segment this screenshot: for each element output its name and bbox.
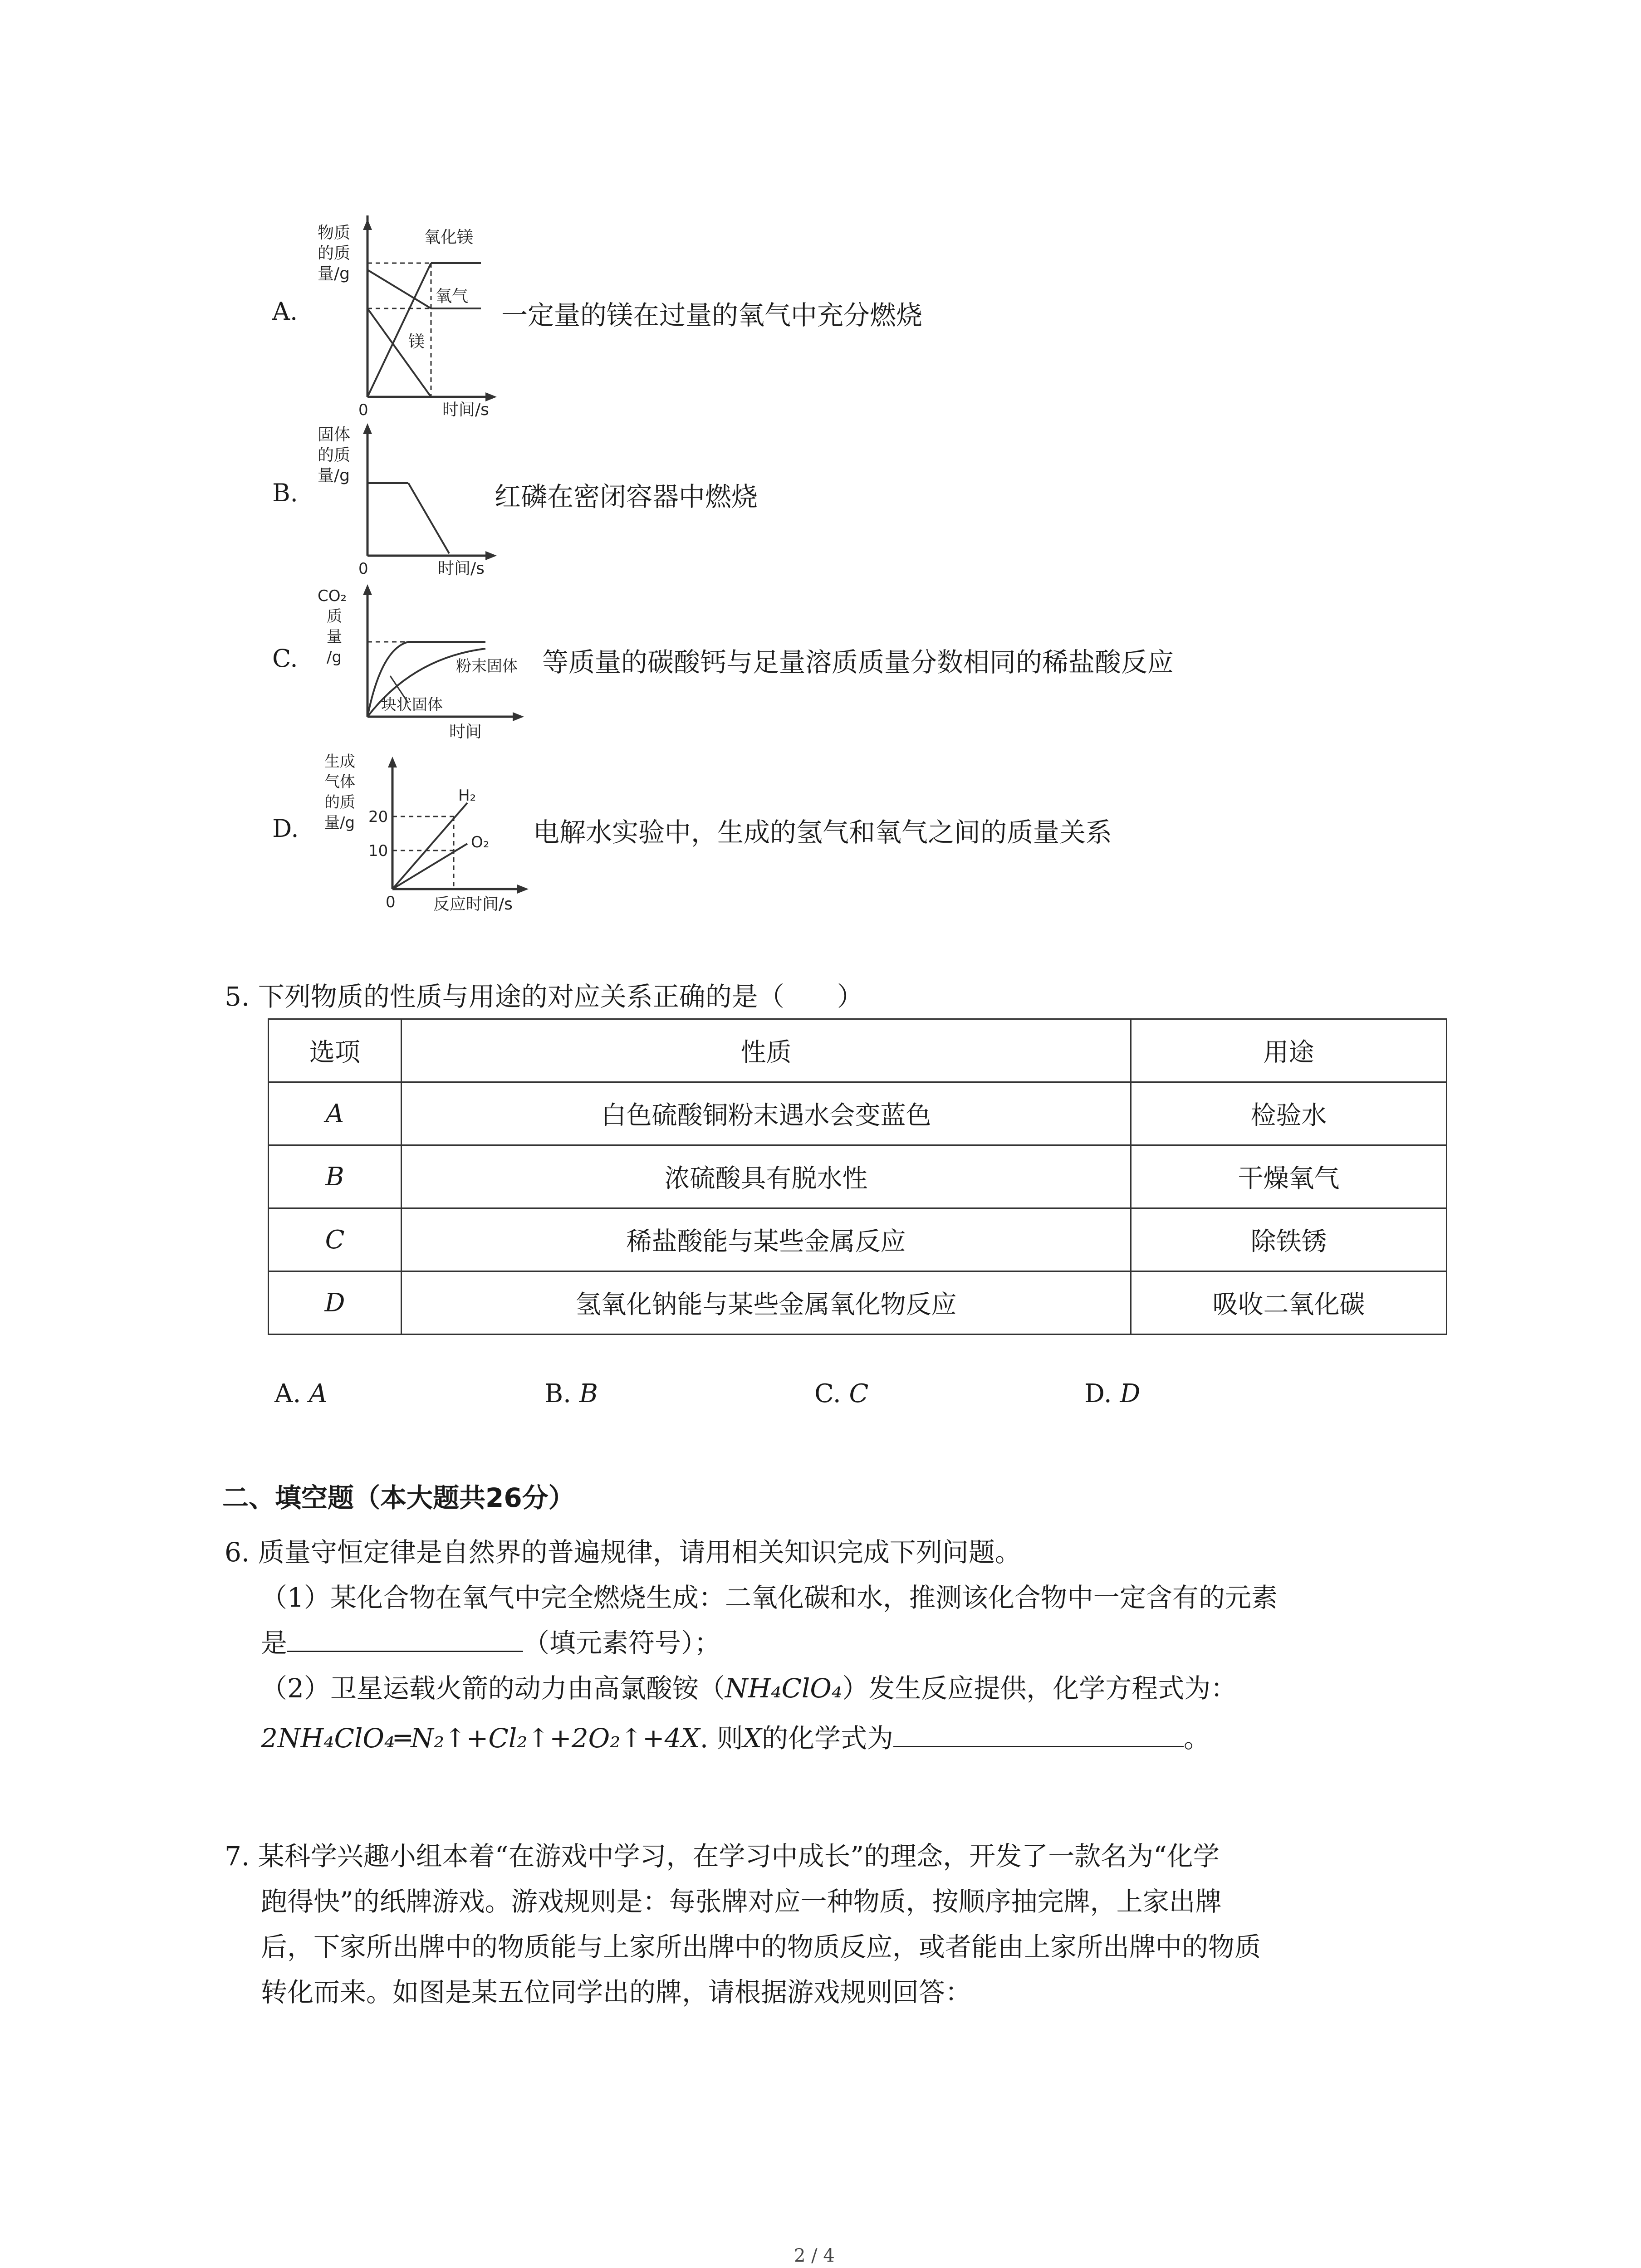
eq-end: 。	[1183, 1723, 1210, 1754]
curve-label-o2: O₂	[471, 833, 490, 851]
x-label: 反应时间/s	[433, 895, 513, 914]
page-number: 2 / 4	[794, 2245, 835, 2266]
tick-20: 20	[368, 808, 388, 826]
curve-mg	[367, 308, 431, 397]
table-row	[269, 1271, 1447, 1334]
answer-value: A	[309, 1379, 328, 1408]
answer-label: C.	[814, 1379, 841, 1408]
option-b-letter: B.	[272, 479, 298, 507]
row-option: B	[269, 1145, 402, 1208]
q6-part2-text-b: ）发生反应提供，化学方程式为：	[842, 1673, 1237, 1704]
q6-stem: 6. 质量守恒定律是自然界的普遍规律，请用相关知识完成下列问题。	[225, 1537, 1021, 1568]
answer-label: A.	[274, 1379, 301, 1408]
chemical-equation: 2NH₄ClO₄═N₂↑+Cl₂↑+2O₂↑+4X	[261, 1723, 700, 1754]
q6-part1-line1: （1）某化合物在氧气中完全燃烧生成：二氧化碳和水，推测该化合物中一定含有的元素	[261, 1582, 1278, 1613]
curve-label-mgo: 氧化镁	[424, 228, 474, 247]
eq-tail-b: 的化学式为	[761, 1723, 893, 1754]
table-row	[269, 1208, 1447, 1271]
y-label-3: 量/g	[318, 466, 350, 485]
row-property: 稀盐酸能与某些金属反应	[402, 1208, 1131, 1271]
curve-label-h2: H₂	[458, 787, 476, 805]
curve-label-o2: 氧气	[436, 287, 469, 306]
y-label-1: CO₂	[318, 587, 347, 605]
tick-10: 10	[368, 842, 388, 860]
row-property: 浓硫酸具有脱水性	[402, 1145, 1131, 1208]
header-use: 用途	[1131, 1019, 1447, 1082]
x-label: 时间/s	[442, 401, 489, 419]
option-c-letter: C.	[272, 644, 298, 673]
section-title: 二、填空题（本大题共26分）	[222, 1482, 575, 1513]
eq-tail-a: . 则	[700, 1723, 743, 1754]
q6-part1-suffix: （填元素符号）；	[523, 1628, 721, 1658]
q6-equation-line	[261, 1717, 1210, 1755]
origin-label: 0	[386, 893, 396, 911]
q7-line-1: 7. 某科学兴趣小组本着“在游戏中学习，在学习中成长”的理念，开发了一款名为“化学	[225, 1841, 1220, 1872]
answer-choice-b[interactable]	[544, 1379, 598, 1408]
option-a-text: 一定量的镁在过量的氧气中充分燃烧	[501, 300, 923, 331]
q7-line-2: 跑得快”的纸牌游戏。游戏规则是：每张牌对应一种物质，按顺序抽完牌，上家出牌	[261, 1886, 1222, 1917]
q6-part2-line1	[261, 1667, 1237, 1705]
answer-blank-1[interactable]	[287, 1646, 523, 1652]
answer-value: B	[579, 1379, 598, 1408]
x-label: 时间	[449, 723, 482, 741]
y-label-4: /g	[327, 648, 342, 666]
answer-blank-2[interactable]	[893, 1741, 1184, 1747]
row-option: D	[269, 1271, 402, 1334]
answer-choice-a[interactable]	[274, 1379, 328, 1408]
table-row	[269, 1145, 1447, 1208]
q7-line-3: 后，下家所出牌中的物质能与上家所出牌中的物质反应，或者能由上家所出牌中的物质	[261, 1931, 1261, 1962]
q6-part1-line2	[261, 1622, 720, 1660]
q6-formula: NH₄ClO₄	[725, 1673, 843, 1704]
y-label-2: 的质	[318, 446, 351, 464]
row-use: 除铁锈	[1131, 1208, 1447, 1271]
y-label-3: 量/g	[318, 264, 350, 283]
eq-tail-x: X	[743, 1723, 762, 1754]
row-property: 白色硫酸铜粉末遇水会变蓝色	[402, 1082, 1131, 1145]
y-label-2: 质	[327, 607, 342, 626]
header-property: 性质	[402, 1019, 1131, 1082]
x-label: 时间/s	[438, 559, 485, 578]
graph-d	[318, 748, 544, 921]
y-label-3: 的质	[324, 793, 355, 811]
origin-label: 0	[358, 560, 368, 578]
row-use: 吸收二氧化碳	[1131, 1271, 1447, 1334]
curve-o2	[367, 270, 431, 308]
origin-label: 0	[358, 401, 368, 419]
option-d-text: 电解水实验中，生成的氢气和氧气之间的质量关系	[533, 817, 1112, 848]
y-label-1: 物质	[318, 224, 351, 242]
row-use: 干燥氧气	[1131, 1145, 1447, 1208]
curve-label-powder: 粉末固体	[456, 657, 518, 675]
graph-b	[318, 420, 508, 583]
y-label-3: 量	[327, 628, 342, 646]
q6-part2-text-a: （2）卫星运载火箭的动力由高氯酸铵（	[261, 1673, 725, 1704]
curve-label-block: 块状固体	[381, 696, 443, 714]
option-d-letter: D.	[272, 814, 299, 843]
q5-table	[268, 1018, 1447, 1335]
answer-value: C	[849, 1379, 869, 1408]
answer-choice-c[interactable]	[814, 1379, 868, 1408]
y-label-2: 气体	[324, 773, 355, 791]
y-label-2: 的质	[318, 244, 351, 263]
curve-mgo	[367, 263, 431, 397]
y-label-1: 固体	[318, 425, 351, 444]
option-c-text: 等质量的碳酸钙与足量溶质质量分数相同的稀盐酸反应	[542, 647, 1174, 678]
table-row	[269, 1082, 1447, 1145]
row-option: C	[269, 1208, 402, 1271]
table-header-row	[269, 1019, 1447, 1082]
answer-value: D	[1120, 1379, 1141, 1408]
q6-part1-prefix: 是	[261, 1628, 288, 1658]
graph-c	[318, 581, 535, 753]
curve-label-mg: 镁	[408, 332, 425, 351]
y-label-4: 量/g	[324, 814, 355, 832]
option-b-text: 红磷在密闭容器中燃烧	[495, 481, 758, 512]
option-a-letter: A.	[272, 297, 298, 326]
row-use: 检验水	[1131, 1082, 1447, 1145]
q7-line-4: 转化而来。如图是某五位同学出的牌，请根据游戏规则回答：	[261, 1977, 972, 2008]
answer-label: D.	[1084, 1379, 1112, 1408]
row-property: 氢氧化钠能与某些金属氧化物反应	[402, 1271, 1131, 1334]
answer-label: B.	[544, 1379, 571, 1408]
y-label-1: 生成	[324, 753, 355, 771]
answer-choice-d[interactable]	[1084, 1379, 1140, 1408]
row-option: A	[269, 1082, 402, 1145]
q5-stem: 5. 下列物质的性质与用途的对应关系正确的是（ ）	[225, 981, 863, 1012]
graph-a	[318, 215, 508, 424]
header-option: 选项	[269, 1019, 402, 1082]
